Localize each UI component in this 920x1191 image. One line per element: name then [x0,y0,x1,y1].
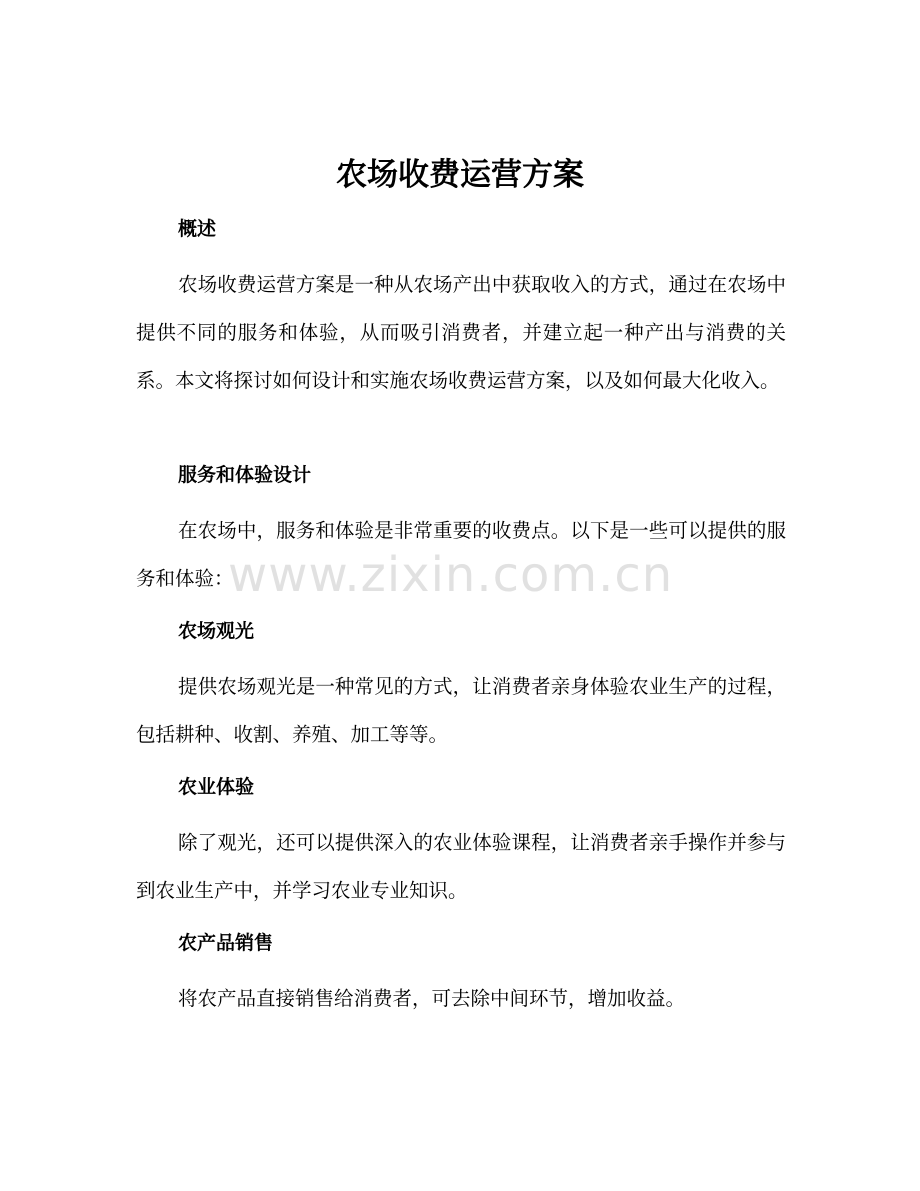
heading-overview: 概述 [178,218,217,240]
paragraph-agri-experience: 除了观光，还可以提供深入的农业体验课程，让消费者亲手操作并参与到农业生产中，并学习农业专业知识。 [136,831,786,902]
paragraph-farm-tour: 提供农场观光是一种常见的方式，让消费者亲身体验农业生产的过程，包括耕种、收割、养殖、加工等等。 [136,675,786,746]
paragraph-overview: 农场收费运营方案是一种从农场产出中获取收入的方式，通过在农场中提供不同的服务和体验，从而吸引消费者，并建立起一种产出与消费的关系。本文将探讨如何设计和实施农场收费运营方案，以及如何最大化收入。 [136,273,786,392]
heading-service-design: 服务和体验设计 [178,464,312,486]
heading-farm-tour: 农场观光 [178,620,255,642]
heading-agri-experience: 农业体验 [178,776,255,798]
paragraph-service-design: 在农场中，服务和体验是非常重要的收费点。以下是一些可以提供的服务和体验： [136,519,786,590]
watermark-text: www.zixin.com.cn [228,547,674,603]
paragraph-product-sales: 将农产品直接销售给消费者，可去除中间环节，增加收益。 [178,987,686,1010]
document-title: 农场收费运营方案 [336,157,584,193]
heading-product-sales: 农产品销售 [178,932,274,954]
